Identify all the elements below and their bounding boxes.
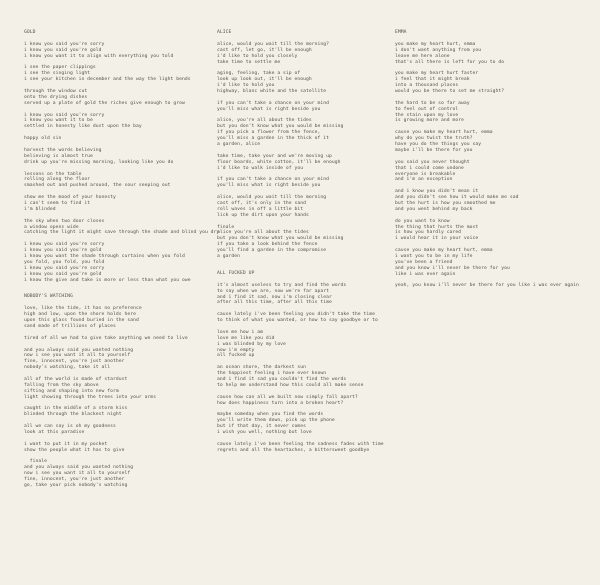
lyric-line: happy old sin bbox=[24, 136, 62, 142]
lyric-line: light showing through the trees into your arms bbox=[24, 394, 157, 400]
lyric-line: you said you never thought bbox=[395, 159, 470, 165]
lyric-line: the stain upon my love bbox=[395, 112, 459, 118]
lyric-line: you make my heart hurt faster bbox=[395, 71, 479, 77]
lyric-line: and i know you didn't mean it bbox=[395, 189, 479, 195]
lyric-line: upon this glass found buried in the sand bbox=[24, 318, 139, 324]
song-block bbox=[395, 30, 580, 289]
song-block bbox=[24, 30, 220, 283]
lyric-line: high and low, upon the shore holds here bbox=[24, 312, 137, 318]
lyric-line: you fold, you fold, you fold bbox=[24, 259, 105, 265]
lyric-line: sand made of trillions of places bbox=[24, 324, 116, 329]
lyric-line: you've been a friend bbox=[395, 259, 453, 265]
lyric-line: go, take your pick nobody's watching bbox=[24, 483, 128, 489]
lyric-line: if you can't take a chance on your mind bbox=[217, 100, 330, 106]
lyric-line: everyone is breakable bbox=[395, 171, 456, 177]
lyric-line: all we can say is oh my goodness bbox=[24, 424, 116, 430]
stanza bbox=[217, 154, 382, 172]
lyric-line: to feel out of control bbox=[395, 106, 459, 112]
stanza bbox=[217, 283, 382, 307]
lyric-line: would you be there to set me straight? bbox=[395, 89, 505, 95]
lyric-line: alice you're all about the tides bbox=[217, 230, 309, 236]
lyric-line: you make my heart hurt, emma bbox=[395, 41, 476, 47]
stanza bbox=[395, 130, 580, 154]
stanza bbox=[395, 71, 580, 95]
lyric-line: i know you want it to be bbox=[24, 118, 93, 124]
lyric-line: show the people what it has to give bbox=[24, 447, 125, 453]
lyric-line: i know you said you're sorry bbox=[24, 265, 105, 271]
lyric-line: alice, you're all about the tides bbox=[217, 118, 312, 124]
lyric-line: like i was ever again bbox=[395, 271, 456, 277]
lyric-line: i know you said you're sorry bbox=[24, 242, 105, 248]
lyric-line: roll waves in off a little bit bbox=[217, 206, 304, 212]
lyric-line: the sky when two door closes bbox=[24, 218, 105, 224]
lyric-line: i know you want it to align with everything you told bbox=[24, 53, 174, 59]
lyric-line: i would hear it in your voice bbox=[395, 236, 479, 242]
lyric-line: catching the light it might save through the shade and blind you dry bbox=[24, 230, 220, 236]
song-title: NOBODY'S WATCHING bbox=[24, 294, 73, 300]
lyric-line: i know you said you're gold bbox=[24, 271, 102, 277]
lyrics-column-1 bbox=[24, 30, 220, 500]
lyric-line: to think of what you wanted, or how to say goodbye or to bbox=[217, 318, 378, 324]
lyric-line: if you pick a flower from the fence, bbox=[217, 130, 321, 136]
lyric-line: is how you hardly cared bbox=[395, 230, 462, 236]
lyric-line: i'm blinded bbox=[24, 206, 56, 212]
lyric-line: maybe i'll be there for you bbox=[395, 147, 473, 153]
lyric-line: alice, would you wait till the morning? bbox=[217, 41, 330, 47]
lyric-line: i know you said you're gold bbox=[24, 47, 102, 53]
lyric-line: yeah, you know i'll never be there for you like i was ever again bbox=[395, 283, 579, 289]
song-block bbox=[217, 30, 382, 260]
lyric-line: why do you twist the truth? bbox=[395, 136, 473, 142]
stanza bbox=[217, 412, 382, 436]
lyric-line: but you don't know what you would be missing bbox=[217, 236, 344, 242]
lyric-line: and i find it sad, now i'm closing clear bbox=[217, 294, 332, 300]
lyric-line: now i see you want it all to yourself bbox=[24, 471, 131, 477]
lyric-line: look at this paradise bbox=[24, 430, 85, 436]
lyric-line: i see your kitchen in december and the way the light bends bbox=[24, 77, 191, 83]
lyric-line: after all this time, after all this time bbox=[217, 300, 332, 306]
lyric-line: you'll find a garden in the compromise bbox=[217, 248, 327, 254]
lyric-line: now i see you want it all to yourself bbox=[24, 353, 131, 359]
lyric-line: love me how i am bbox=[217, 329, 263, 335]
lyric-line: into a thousand places bbox=[395, 83, 459, 89]
lyric-line: i know you said you're sorry bbox=[24, 112, 105, 118]
stanza bbox=[217, 330, 382, 359]
stanza bbox=[24, 113, 202, 131]
lyric-line: cast off, let go, it'll be enough bbox=[217, 47, 312, 53]
lyric-line: that's all there is left for you to do bbox=[395, 59, 505, 65]
lyric-line: you'll miss a garden in the thick of it bbox=[217, 136, 330, 142]
lyric-line: cause lately i've been feeling you didn't take the time bbox=[217, 312, 375, 318]
lyric-line: caught in the middle of a storm kiss bbox=[24, 406, 128, 412]
stanza bbox=[24, 442, 202, 454]
stanza bbox=[217, 42, 382, 66]
lyric-line: maybe someday when you find the words bbox=[217, 412, 324, 418]
lyric-line: take time to settle me bbox=[217, 59, 281, 65]
stanza bbox=[24, 406, 202, 418]
lyric-line: now i'm empty bbox=[217, 347, 255, 353]
lyric-line: aging, feeling, take a sip of bbox=[217, 71, 301, 77]
lyric-line: lick up the dirt upon your hands bbox=[217, 212, 309, 218]
lyric-line: a window opens wide bbox=[24, 224, 79, 230]
lyric-line: and you always said you wanted nothing bbox=[24, 347, 134, 353]
lyric-line: but if that day, it never comes bbox=[217, 424, 307, 430]
lyric-line: finale bbox=[217, 224, 235, 230]
stanza bbox=[217, 118, 382, 147]
lyric-line: to say when we are, now we're far apart bbox=[217, 288, 330, 294]
lyric-line: how does happiness turn into a broken heart? bbox=[217, 400, 344, 406]
lyric-line: alice, would you wait till the morning bbox=[217, 195, 327, 201]
stanza bbox=[24, 348, 202, 372]
lyric-line: leave me here alone bbox=[395, 53, 450, 59]
lyric-line: floor boards, white cotton, it'll be enough bbox=[217, 159, 341, 165]
stanza bbox=[395, 283, 580, 289]
stanza bbox=[395, 42, 580, 66]
stanza bbox=[24, 306, 202, 330]
lyric-line: you'll miss what is right beside you bbox=[217, 183, 321, 189]
lyric-line: i'd like to walk inside of you bbox=[217, 165, 304, 171]
lyric-line: falling from the sky above bbox=[24, 382, 99, 388]
lyric-line: settled in honesty like dust upon the bay bbox=[24, 124, 142, 130]
lyric-line: i was blinded by my love bbox=[217, 341, 286, 347]
lyric-line: to help me understand how this could all make sense bbox=[217, 382, 364, 388]
lyrics-column-2 bbox=[217, 30, 382, 465]
lyric-line: i know you want the shade through curtains when you fold bbox=[24, 253, 185, 259]
lyric-line: and you went behind my back bbox=[395, 206, 473, 212]
lyric-line: i can't seem to find it bbox=[24, 200, 91, 206]
lyric-line: tired of all we had to give take anything we need to live bbox=[24, 335, 188, 341]
stanza bbox=[217, 365, 382, 389]
song-title: ALICE bbox=[217, 30, 232, 35]
lyric-line: do you want to know bbox=[395, 218, 450, 224]
stanza bbox=[24, 218, 220, 237]
lyric-line: harvest the words believing bbox=[24, 147, 102, 153]
lyric-line: i feel that it might break bbox=[395, 77, 470, 83]
lyric-line: blinded through the blackest night bbox=[24, 412, 122, 418]
stanza bbox=[24, 424, 202, 436]
stanza bbox=[24, 148, 202, 166]
lyric-line: and you know i'll never be there for you bbox=[395, 265, 510, 271]
lyric-line: i don't want anything from you bbox=[395, 47, 482, 53]
stanza bbox=[217, 71, 382, 95]
lyric-line: all of the world is made of stardust bbox=[24, 377, 128, 383]
stanza bbox=[395, 160, 580, 184]
stanza bbox=[395, 189, 580, 213]
song-title: GOLD bbox=[24, 30, 36, 35]
lyric-line: i see the paper clippings bbox=[24, 65, 96, 71]
lyric-line: and i'm an exception bbox=[395, 177, 453, 183]
stanza bbox=[24, 459, 202, 488]
lyric-line: lessons on the table bbox=[24, 171, 82, 177]
lyric-line: drink up you're missing morning, looking like you do bbox=[24, 159, 174, 165]
lyric-line: cause how can all we built now simply fall apart? bbox=[217, 394, 358, 400]
lyric-line: an ocean shore, the darkest sun bbox=[217, 365, 307, 371]
stanza bbox=[24, 242, 202, 283]
lyric-line: cause you make my heart hurt, emma bbox=[395, 248, 493, 254]
lyric-line: fine, innocent, you're just another bbox=[24, 359, 125, 365]
lyric-line: fine, innocent, you're just another bbox=[24, 477, 125, 483]
stanza bbox=[24, 195, 202, 213]
lyric-line: it's almost useless to try and find the words bbox=[217, 282, 347, 288]
lyric-line: i'd like to hold you bbox=[217, 83, 275, 89]
lyrics-column-3 bbox=[395, 30, 580, 300]
lyric-line: the hard to be so far away bbox=[395, 100, 470, 106]
lyric-line: regrets and all the heartaches, a bittersweet goodbye bbox=[217, 447, 370, 453]
stanza bbox=[217, 195, 382, 219]
lyric-line: that i could come undone bbox=[395, 165, 464, 171]
lyric-line: onto the drying dishes bbox=[24, 94, 88, 100]
stanza bbox=[24, 42, 202, 60]
lyric-line: finale bbox=[24, 459, 47, 465]
lyric-line: and i find it sad you couldn't find the words bbox=[217, 377, 347, 383]
stanza bbox=[217, 442, 382, 454]
stanza bbox=[24, 336, 202, 342]
lyric-line: you'll miss what is right beside you bbox=[217, 106, 321, 112]
stanza bbox=[24, 65, 202, 83]
stanza bbox=[217, 101, 382, 113]
lyric-line: and you always said you wanted nothing bbox=[24, 465, 134, 471]
lyric-line: but the hurt is how you smoothed me bbox=[395, 200, 496, 206]
lyric-line: you'll write them down, pick up the phone bbox=[217, 418, 335, 424]
stanza bbox=[24, 89, 202, 107]
lyric-line: nobody's watching, take it all bbox=[24, 365, 111, 371]
lyric-line: have you do the things you say bbox=[395, 142, 482, 148]
stanza bbox=[395, 101, 580, 125]
lyric-line: cause lately i've been feeling the sadness fades with time bbox=[217, 441, 384, 447]
lyric-line: love me like you did bbox=[217, 335, 275, 341]
lyric-line: and you didn't see how it would make me sad bbox=[395, 195, 519, 201]
lyric-line: the happiest feeling i have ever known bbox=[217, 371, 327, 377]
lyric-line: love, like the tide, it has no preference bbox=[24, 306, 142, 312]
lyric-line: take time, take your and we're moving up bbox=[217, 153, 332, 159]
stanza bbox=[217, 395, 382, 407]
song-title: EMMA bbox=[395, 30, 407, 35]
stanza bbox=[24, 377, 202, 401]
lyric-line: the thing that hurts the most bbox=[395, 224, 479, 230]
lyric-line: but you don't know what you would be missing bbox=[217, 124, 344, 130]
stanza bbox=[217, 177, 382, 189]
lyric-line: i want you to be in my life bbox=[395, 253, 473, 259]
stanza bbox=[217, 312, 382, 324]
lyric-line: i'd like to hold you closely bbox=[217, 53, 298, 59]
lyric-line: believing is almost true bbox=[24, 153, 93, 159]
lyric-line: is growing more and more bbox=[395, 118, 464, 124]
stanza bbox=[395, 219, 580, 243]
stanza bbox=[395, 248, 580, 277]
lyric-line: i wish you well, nothing but love bbox=[217, 430, 312, 436]
song-block bbox=[217, 271, 382, 454]
lyric-line: i want to put it in my pocket bbox=[24, 441, 108, 447]
lyric-line: i know the give and take is more or less than what you owe bbox=[24, 277, 191, 283]
lyric-line: through the window cut bbox=[24, 89, 88, 95]
lyric-line: cause you make my heart hurt, emma bbox=[395, 130, 493, 136]
lyric-line: if you can't take a chance on your mind bbox=[217, 177, 330, 183]
lyric-line: smashed out and pushed around, the sour seeping out bbox=[24, 183, 171, 189]
lyric-line: cast off, it's only in the sand bbox=[217, 200, 307, 206]
stanza bbox=[217, 225, 382, 260]
lyric-line: i know you said you're gold bbox=[24, 248, 102, 254]
lyric-line: i see the singing light bbox=[24, 71, 91, 77]
lyric-line: all fucked up bbox=[217, 353, 255, 359]
lyric-line: if you take a look behind the fence bbox=[217, 242, 318, 248]
lyric-line: show me the mood of your honesty bbox=[24, 195, 116, 201]
lyric-line: rolling along the floor bbox=[24, 177, 91, 183]
stanza bbox=[24, 172, 202, 190]
lyric-line: a garden, alice bbox=[217, 142, 261, 148]
lyric-line: a garden bbox=[217, 253, 240, 259]
lyric-line: served up a plate of gold the riches give enough to grow bbox=[24, 100, 185, 106]
song-block bbox=[24, 294, 202, 489]
lyric-line: highway, blanc white and the satellite bbox=[217, 89, 327, 95]
song-title: ALL FUCKED UP bbox=[217, 270, 255, 276]
stanza bbox=[24, 136, 202, 142]
lyric-line: sifting and shaping into new form bbox=[24, 388, 119, 394]
lyric-line: look up look out, it'll be enough bbox=[217, 77, 312, 83]
lyric-line: i know you said you're sorry bbox=[24, 41, 105, 47]
